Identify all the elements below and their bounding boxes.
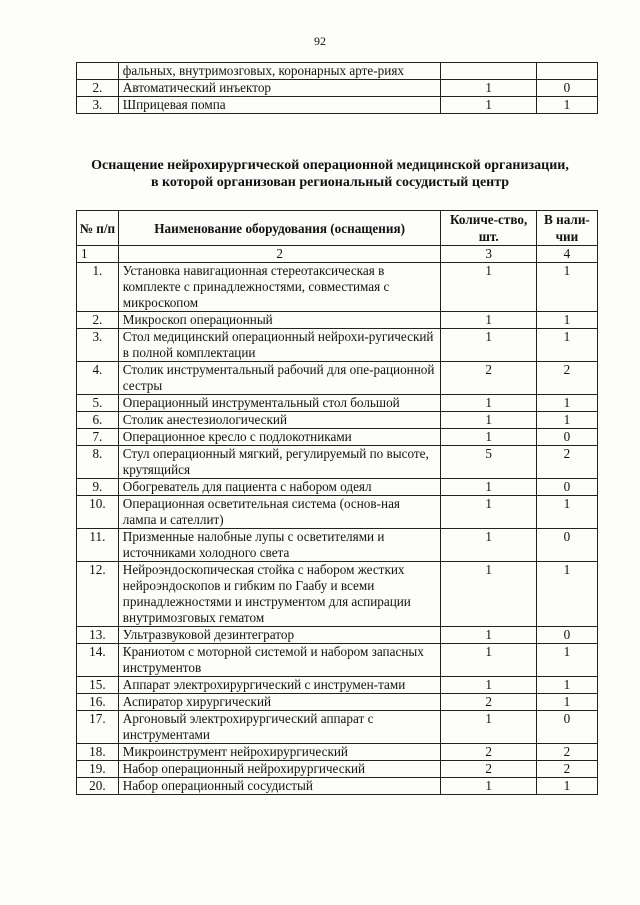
- equipment-name: Обогреватель для пациента с набором одеял: [118, 479, 441, 496]
- quantity: 1: [441, 677, 536, 694]
- table-row: [77, 80, 598, 97]
- row-number: 4.: [77, 362, 119, 395]
- quantity: 1: [441, 329, 536, 362]
- table-row: [77, 677, 598, 694]
- equipment-table: [76, 210, 598, 795]
- table-row: [77, 562, 598, 627]
- in-stock: 1: [536, 496, 597, 529]
- in-stock: 0: [536, 479, 597, 496]
- quantity: 1: [441, 627, 536, 644]
- quantity: 2: [441, 761, 536, 778]
- equipment-name: Набор операционный сосудистый: [118, 778, 441, 795]
- row-number: 16.: [77, 694, 119, 711]
- in-stock: 1: [536, 778, 597, 795]
- in-stock: 2: [536, 744, 597, 761]
- section-heading-line-2: в которой организован региональный сосудистый центр: [150, 175, 510, 190]
- equipment-name: Операционный инструментальный стол большой: [118, 395, 441, 412]
- in-stock: 0: [536, 711, 597, 744]
- table-row: [77, 694, 598, 711]
- table-row: [77, 395, 598, 412]
- equipment-name: Шприцевая помпа: [118, 97, 441, 114]
- quantity: 1: [441, 529, 536, 562]
- equipment-name: Столик анестезиологический: [118, 412, 441, 429]
- in-stock: 1: [536, 694, 597, 711]
- equipment-name: Автоматический инъектор: [118, 80, 441, 97]
- equipment-name: Краниотом с моторной системой и набором запасных инструментов: [118, 644, 441, 677]
- in-stock: 1: [536, 312, 597, 329]
- row-number: 12.: [77, 562, 119, 627]
- row-number: 1.: [77, 263, 119, 312]
- table-row: [77, 97, 598, 114]
- equipment-name: Столик инструментальный рабочий для опе-рационной сестры: [118, 362, 441, 395]
- quantity: 1: [441, 778, 536, 795]
- equipment-name: Установка навигационная стереотаксическая в комплекте с принадлежностями, совместимая с микроскопом: [118, 263, 441, 312]
- quantity: 1: [441, 429, 536, 446]
- in-stock: 0: [536, 429, 597, 446]
- row-number: 15.: [77, 677, 119, 694]
- row-number: 5.: [77, 395, 119, 412]
- quantity: 1: [441, 80, 536, 97]
- row-number: 3.: [77, 97, 119, 114]
- equipment-name: Призменные налобные лупы с осветителями и источниками холодного света: [118, 529, 441, 562]
- header-name: Наименование оборудования (оснащения): [118, 211, 441, 246]
- equipment-name: Аспиратор хирургический: [118, 694, 441, 711]
- quantity: 2: [441, 362, 536, 395]
- table-row: [77, 744, 598, 761]
- table-row: [77, 412, 598, 429]
- quantity: 2: [441, 694, 536, 711]
- column-index-row: [77, 246, 598, 263]
- row-number: 17.: [77, 711, 119, 744]
- in-stock: 1: [536, 677, 597, 694]
- equipment-name: Стол медицинский операционный нейрохи-ругический в полной комплектации: [118, 329, 441, 362]
- in-stock: 0: [536, 627, 597, 644]
- row-number: 8.: [77, 446, 119, 479]
- index-name: 2: [118, 246, 441, 263]
- continued-equipment-table: [76, 62, 598, 114]
- in-stock: 0: [536, 529, 597, 562]
- in-stock: 2: [536, 761, 597, 778]
- table-row: [77, 479, 598, 496]
- equipment-name: Операционная осветительная система (основ-ная лампа и сателлит): [118, 496, 441, 529]
- header-qty: Количе-ство, шт.: [441, 211, 536, 246]
- equipment-name: Нейроэндоскопическая стойка с набором жестких нейроэндоскопов и гибким по Гаабу и всеми принадлежностями и инструментом для аспирации внутримозговых гематом: [118, 562, 441, 627]
- in-stock: 1: [536, 263, 597, 312]
- in-stock: [536, 63, 597, 80]
- table-row: [77, 446, 598, 479]
- equipment-name: Набор операционный нейрохирургический: [118, 761, 441, 778]
- index-qty: 3: [441, 246, 536, 263]
- row-number: 7.: [77, 429, 119, 446]
- in-stock: 2: [536, 446, 597, 479]
- table-row: [77, 711, 598, 744]
- table-row: [77, 329, 598, 362]
- row-number: 14.: [77, 644, 119, 677]
- section-heading-line-1: Оснащение нейрохирургической операционной медицинской организации,: [91, 158, 569, 173]
- header-num: № п/п: [77, 211, 119, 246]
- equipment-name: Аппарат электрохирургический с инструмен-тами: [118, 677, 441, 694]
- table-row: [77, 312, 598, 329]
- row-number: 9.: [77, 479, 119, 496]
- in-stock: 1: [536, 644, 597, 677]
- in-stock: 1: [536, 395, 597, 412]
- section-heading: [60, 157, 600, 191]
- row-number: 10.: [77, 496, 119, 529]
- row-number: 2.: [77, 80, 119, 97]
- row-number: [77, 63, 119, 80]
- table-row: [77, 761, 598, 778]
- equipment-name: Ультразвуковой дезинтегратор: [118, 627, 441, 644]
- row-number: 6.: [77, 412, 119, 429]
- quantity: 1: [441, 263, 536, 312]
- row-number: 2.: [77, 312, 119, 329]
- in-stock: 1: [536, 97, 597, 114]
- quantity: 1: [441, 312, 536, 329]
- in-stock: 1: [536, 329, 597, 362]
- quantity: 5: [441, 446, 536, 479]
- quantity: 1: [441, 562, 536, 627]
- quantity: 1: [441, 644, 536, 677]
- table-row: [77, 529, 598, 562]
- index-has: 4: [536, 246, 597, 263]
- equipment-name: Микроинструмент нейрохирургический: [118, 744, 441, 761]
- in-stock: 2: [536, 362, 597, 395]
- row-number: 13.: [77, 627, 119, 644]
- table-row: [77, 429, 598, 446]
- page-number: 92: [314, 34, 326, 48]
- quantity: 1: [441, 412, 536, 429]
- quantity: 1: [441, 395, 536, 412]
- table-row: [77, 627, 598, 644]
- quantity: 1: [441, 711, 536, 744]
- equipment-name: Операционное кресло с подлокотниками: [118, 429, 441, 446]
- index-num: 1: [77, 246, 119, 263]
- quantity: 1: [441, 496, 536, 529]
- table-row: [77, 263, 598, 312]
- table-header-row: [77, 211, 598, 246]
- row-number: 18.: [77, 744, 119, 761]
- equipment-name: Микроскоп операционный: [118, 312, 441, 329]
- equipment-name: фальных, внутримозговых, коронарных арте-риях: [118, 63, 441, 80]
- header-has: В нали-чии: [536, 211, 597, 246]
- equipment-name: Аргоновый электрохирургический аппарат с инструментами: [118, 711, 441, 744]
- in-stock: 0: [536, 80, 597, 97]
- in-stock: 1: [536, 412, 597, 429]
- table-row: [77, 63, 598, 80]
- row-number: 19.: [77, 761, 119, 778]
- quantity: 1: [441, 97, 536, 114]
- table-row: [77, 362, 598, 395]
- in-stock: 1: [536, 562, 597, 627]
- row-number: 20.: [77, 778, 119, 795]
- table-row: [77, 644, 598, 677]
- quantity: 2: [441, 744, 536, 761]
- quantity: [441, 63, 536, 80]
- table-row: [77, 496, 598, 529]
- quantity: 1: [441, 479, 536, 496]
- row-number: 11.: [77, 529, 119, 562]
- table-row: [77, 778, 598, 795]
- equipment-name: Стул операционный мягкий, регулируемый по высоте, крутящийся: [118, 446, 441, 479]
- row-number: 3.: [77, 329, 119, 362]
